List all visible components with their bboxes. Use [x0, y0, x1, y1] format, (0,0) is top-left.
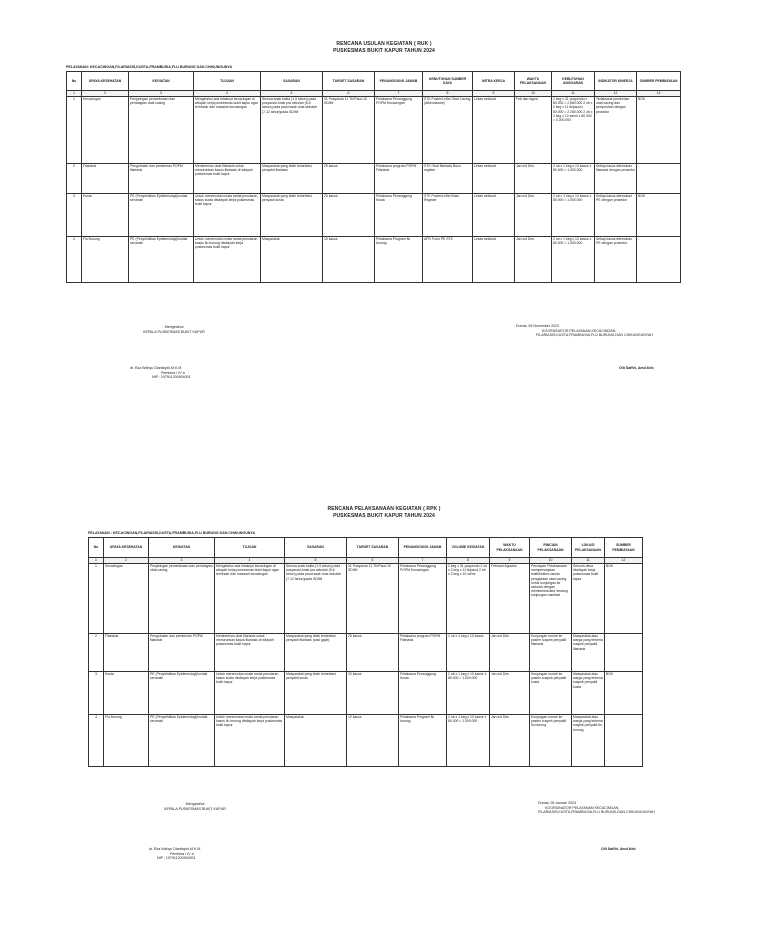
ruk-table-cell: Jan s/d Des	[515, 164, 552, 194]
ruk-table-row	[67, 97, 681, 164]
ruk-table-cell: 20 kasus	[323, 194, 375, 237]
rpk-header-row	[89, 538, 643, 558]
ruk-table-cell: BOK	[637, 194, 681, 237]
ruk-table-cell: Lintas sektoral	[473, 237, 515, 283]
ruk-header-cell: KEBUTUHAN ANGGARAN	[552, 72, 595, 91]
ruk-table-cell: Pengobatan dan pemberian POPM filariasis	[129, 164, 194, 194]
rpk-sign-right-date: Dumai, 05 Januari 2024	[538, 801, 577, 805]
ruk-sign-right-title1: KOORDINATOR PELAYANAN KECACINGAN,	[542, 328, 617, 333]
ruk-table-cell: 3	[67, 194, 82, 237]
rpk-sign-right-name: Olii Saffiri, Amd.Keb	[601, 847, 636, 851]
rpk-table-cell: Kunjungan rumah ke pasien suspek penyakit filariasis	[530, 634, 572, 672]
ruk-table-row	[67, 237, 681, 283]
rpk-table-cell: Pelaksana Penanggung Kusta	[399, 672, 447, 715]
rpk-table-cell: Untuk menemukan mata rantai penularan kasus flu burung diwilayah kerja puskesmas bukit kapur	[215, 715, 285, 767]
ruk-table-cell: Pelaksana Penanggung Kusta	[375, 194, 423, 237]
rpk-table-cell: Penjaringan pemeriksaan dan pembagian obat cacing	[149, 564, 215, 634]
rpk-table-cell: 2	[89, 634, 104, 672]
ruk-number-cell: 12	[595, 91, 637, 97]
ruk-header-cell: KEGIATAN	[129, 72, 194, 91]
rpk-table-cell: Masyarakat atau warga yang terkena suspek penyakit kusta	[572, 672, 605, 715]
ruk-header-cell: INDIKATOR KINERJA	[595, 72, 637, 91]
ruk-header-row	[67, 72, 681, 91]
rpk-sign-left-nip: NIP : 197911200904001	[157, 856, 196, 861]
ruk-table-cell: 2 ob x 1 keg x 10 kasus x 80.000 = 1.000.000	[552, 164, 595, 194]
ruk-number-cell: 8	[423, 91, 473, 97]
ruk-sign-right	[516, 324, 676, 338]
ruk-table-cell: BOK	[637, 97, 681, 164]
ruk-number-cell: 13	[637, 91, 681, 97]
rpk-table-cell: Jan s/d Des	[490, 634, 530, 672]
rpk-header-cell: PENANGGUNG JAWAB	[399, 538, 447, 558]
rpk-number-cell: 5	[285, 558, 347, 564]
ruk-table-cell: 2	[67, 164, 82, 194]
ruk-sign-right-name: Olii Saffiri, Amd.Keb	[619, 366, 654, 370]
ruk-table-cell: -	[637, 237, 681, 283]
ruk-table-cell: Lintas sektoral	[473, 194, 515, 237]
rpk-table-cell: 2 ob x 1 keg x 10 kasus x 80.000 = 1.000.000	[447, 715, 490, 767]
ruk-table-cell: Filariasis	[82, 164, 129, 194]
rpk-table-cell: Masyarakat	[285, 715, 347, 767]
ruk-table-cell: Pelaksana program POPM Filariasis	[375, 164, 423, 194]
ruk-table-cell: PE (Penyelidikan Epidemiologi)kontak serumah	[129, 194, 194, 237]
rpk-header-cell: SUMBER PEMBIAYAAN	[605, 538, 643, 558]
rpk-number-cell: 7	[399, 558, 447, 564]
ruk-table-cell: PE (Penyelidikan Epidemiologi)kontak serumah	[129, 237, 194, 283]
ruk-number-cell: 1	[67, 91, 82, 97]
ruk-table-cell: Masyarakat	[261, 237, 323, 283]
rpk-sign-left-block	[149, 847, 289, 861]
rpk-program-label: PELAYANAN : KECACINGAN,FILARIASIS,KUSTA,FRAMBUSIA,FLU BURUNG DAN CHIKUNGUNYA	[88, 531, 256, 535]
rpk-table-cell: 20 kasus	[347, 672, 399, 715]
ruk-header-cell: MITRA KERJA	[473, 72, 515, 91]
rpk-table-cell: 4	[89, 715, 104, 767]
rpk-number-cell: 4	[215, 558, 285, 564]
ruk-table-cell: 31 Posyandu 11 TK/Paud 10 SD/MI	[323, 97, 375, 164]
ruk-title-line1: RENCANA USULAN KEGIATAN ( RUK )	[336, 41, 432, 47]
rpk-table	[88, 537, 643, 767]
rpk-table-cell: PE (Penyelidikan Epidemiologi)kontak serumah	[149, 715, 215, 767]
rpk-table-row	[89, 564, 643, 634]
rpk-table-cell: Mengetahui ada tidaknya kecacingan di wilayah kerja puskesmas bukit kapur agar terhindar dari masalah kecacingan	[215, 564, 285, 634]
rpk-table-cell: PE (Penyelidikan Epidemiologi)kontak serumah	[149, 672, 215, 715]
ruk-table-row	[67, 194, 681, 237]
ruk-table-cell: Kusta	[82, 194, 129, 237]
rpk-number-cell: 12	[605, 558, 643, 564]
ruk-number-cell: 6	[323, 91, 375, 97]
rpk-table-cell: Memberikan obat filariasis untuk menurunkan kasus filariasis di wilayah puskesmas bukit kapur	[215, 634, 285, 672]
ruk-table-cell: Setiap kasus ditemukan PE dengan prosedur	[595, 194, 637, 237]
ruk-header-cell: No	[67, 72, 82, 91]
rpk-sign-left-label: Mengetahui	[185, 802, 205, 806]
ruk-table-cell: 2 keg x 31 pospendu x 80.000 = 2.880.000 2 ob x 2 keg x 11 tk/paud x 80.000 = 2.280.000 2 ob x 2 keg x 10 sd/mi x 80.000 = 4.000.000	[552, 97, 595, 164]
rpk-table-cell: 2 ob x 1 keg x 10 kasus x 80.000 = 1.000.000	[447, 672, 490, 715]
rpk-table-cell: Flu Burung	[104, 715, 149, 767]
rpk-table-cell: 25 kasus	[347, 634, 399, 672]
rpk-table-row	[89, 715, 643, 767]
ruk-header-cell: TARGET SASARAN	[323, 72, 375, 91]
rpk-title	[0, 506, 768, 519]
ruk-number-cell: 3	[129, 91, 194, 97]
rpk-table-cell: Kunjungan rumah ke pasien suspek penyakit kusta	[530, 672, 572, 715]
rpk-sign-left-name: dr. Eka Wahyu Diantiopik,M.K.M	[149, 847, 201, 851]
ruk-table-cell: Flu Burung	[82, 237, 129, 283]
ruk-header-cell: SUMBER PEMBIAYAAN	[637, 72, 681, 91]
rpk-number-cell: 10	[530, 558, 572, 564]
ruk-sign-left-name: dr. Eka Wahyu Diantiopik,M.K.M	[130, 366, 182, 370]
rpk-number-cell: 9	[490, 558, 530, 564]
ruk-table	[66, 71, 681, 283]
rpk-table-cell: Masyarakat yang telah terdeteksi penyakit filariasis (sasi gapit)	[285, 634, 347, 672]
rpk-table-row	[89, 634, 643, 672]
rpk-header-cell: VOLUME KEGIATAN	[447, 538, 490, 558]
rpk-header-cell: RINCIAN PELAKSANAAN	[530, 538, 572, 558]
rpk-header-cell: WAKTU PELAKSANAAN	[490, 538, 530, 558]
ruk-sign-right-date: Dumai, 05 November 2023	[516, 324, 559, 328]
ruk-header-cell: TUJUAN	[194, 72, 261, 91]
ruk-table-cell: 10 kasus	[323, 237, 375, 283]
ruk-header-cell: UPAYA KESEHATAN	[82, 72, 129, 91]
rpk-table-cell: Februari Agustus	[490, 564, 530, 634]
ruk-table-cell: Kecacingan	[82, 97, 129, 164]
ruk-table-cell: Lintas sektoral	[473, 97, 515, 164]
ruk-sign-left-rank: Pembina / IV a	[161, 370, 185, 375]
ruk-table-cell: Mengetahui ada tidaknya kecacingan di wilayah kerja puskesmas bukit kapur agar terhindar dari masalah kecacingan	[194, 97, 261, 164]
ruk-table-cell: 2 ob x 1 keg x 10 kasus x 80.000 = 1.000.000	[552, 237, 595, 283]
rpk-table-cell: 3	[89, 672, 104, 715]
ruk-title	[0, 41, 768, 54]
rpk-sign-left-title: KEPALA PUSKESMAS BUKIT KAPUR	[164, 806, 226, 811]
ruk-number-cell: 7	[375, 91, 423, 97]
rpk-table-cell: BOK	[605, 672, 643, 715]
ruk-table-cell: 1	[67, 97, 82, 164]
rpk-sign-right-title1: KOORDINATOR PELAYANAN KECACINGAN,	[545, 805, 620, 810]
rpk-header-cell: TARGET SASARAN	[347, 538, 399, 558]
rpk-table-cell: Untuk menemukan mata rantai penularan kasus kusta diwilayah kerja puskesmas bukit kapur	[215, 672, 285, 715]
ruk-table-cell: 25 kasus	[323, 164, 375, 194]
rpk-table-cell: Semua anak balita (1-5 tahun) pada posyandu Anak pra sekolah (5-6 tahun) pada paud asak Usia sekolah (7-12 tahun)pada SD/MI	[285, 564, 347, 634]
rpk-table-cell: Filariasis	[104, 634, 149, 672]
rpk-table-cell: Pengobatan dan pemberian POPM filariasis	[149, 634, 215, 672]
ruk-table-cell: Setiap kasus ditemukan filariasis dengan prosedur	[595, 164, 637, 194]
rpk-header-cell: TUJUAN	[215, 538, 285, 558]
rpk-table-cell: Masyarakat atau warga yang terkena suspek penyakit flu burung	[572, 715, 605, 767]
ruk-header-cell: KEBUTUHAN SUMBER DAYA	[423, 72, 473, 91]
ruk-number-cell: 10	[515, 91, 552, 97]
rpk-table-cell: Pelaksana Program flu burung	[399, 715, 447, 767]
rpk-table-cell: Masyarakat atau warga yang terkena suspek penyakit filariasis	[572, 634, 605, 672]
ruk-table-cell: -	[637, 164, 681, 194]
rpk-table-cell: 2 ob x 1 keg x 10 kasus	[447, 634, 490, 672]
rpk-header-cell: KEGIATAN	[149, 538, 215, 558]
ruk-body	[67, 97, 681, 283]
ruk-table-cell: Masyarakat yang telah terdeteksi penyakit filariasis	[261, 164, 323, 194]
rpk-sign-right-title2: FILARIASIS,KUSTA,FRAMBUSIA,FLU BURUNG,DAN CHIKUNGUNYAH	[538, 810, 655, 815]
rpk-table-row	[89, 672, 643, 715]
ruk-table-cell: Untuk menemukan mata rantai penularan kasus flu burung diwilayah kerja puskesmas bukit kapur	[194, 237, 261, 283]
ruk-sign-left	[119, 325, 229, 334]
ruk-number-cell: 2	[82, 91, 129, 97]
ruk-number-cell: 9	[473, 91, 515, 97]
ruk-number-cell: 11	[552, 91, 595, 97]
ruk-sign-left-label: Mengetahui	[164, 325, 184, 329]
rpk-table-cell: 1	[89, 564, 104, 634]
ruk-table-cell: Untuk menemukan mata rantai penularan kasus kusta diwilayah kerja puskesmas bukit kapur	[194, 194, 261, 237]
rpk-table-cell: 10 kasus	[347, 715, 399, 767]
ruk-table-cell: Pelaksana Penanggung POPM Kecacingan	[375, 97, 423, 164]
rpk-table-cell: Kusta	[104, 672, 149, 715]
rpk-number-cell: 3	[149, 558, 215, 564]
rpk-table-cell: BOK	[605, 564, 643, 634]
rpk-table-cell: Pelaksana Penanggung POPM Kecacingan	[399, 564, 447, 634]
rpk-header-cell: No	[89, 538, 104, 558]
rpk-table-cell: Pelaksana program POPM Filariasis	[399, 634, 447, 672]
rpk-table-cell: 31 Posyandu 11 TK/Paud 10 SD/MI	[347, 564, 399, 634]
rpk-number-cell: 2	[104, 558, 149, 564]
ruk-sign-left-nip: NIP : 197911200904001	[152, 375, 191, 380]
rpk-table-cell: Seluruh desa diwilayah kerja puskesmas bukit kapur	[572, 564, 605, 634]
rpk-header-cell: SASARAN	[285, 538, 347, 558]
rpk-sign-right	[538, 801, 698, 815]
rpk-table-cell: Kecacingan	[104, 564, 149, 634]
ruk-table-cell: 4	[67, 237, 82, 283]
rpk-table-cell: Persiapan Pelaksanaan mempersiapkan leaflet/stiker,usulan pengadaan obat cacing untuk kunjungan ke sekolah dengan membentuk/atur tentang kunjungan manfaat	[530, 564, 572, 634]
ruk-sign-left-block	[130, 366, 270, 380]
ruk-table-cell: STK Poster/Leflet Buku Register	[423, 194, 473, 237]
ruk-table-cell: Jan s/d Des	[515, 194, 552, 237]
rpk-number-cell: 6	[347, 558, 399, 564]
ruk-sign-right-title2: FILARIASIS,KUSTA,FRAMBUSIA,FLU BURUNG,DAN CHIKUNGUNYAH	[536, 333, 653, 338]
ruk-table-cell: Setiap kasus ditemukan PE dengan prosedur	[595, 237, 637, 283]
ruk-number-cell: 5	[261, 91, 323, 97]
rpk-table-cell: Jan s/d Des	[490, 715, 530, 767]
ruk-sign-left-title: KEPALA PUSKESMAS BUKIT KAPUR	[143, 329, 205, 334]
ruk-table-cell: Memberikan obat filariasis untuk menurunkan kasus filariasis di wilayah puskesmas bukit kapur	[194, 164, 261, 194]
ruk-table-cell: APD Form PE STK	[423, 237, 473, 283]
ruk-table-cell: Terlaksana pemberian obat cacing dan penyuluhan dengan prosedur	[595, 97, 637, 164]
ruk-header-cell: PENANGGUNG JAWAB	[375, 72, 423, 91]
rpk-number-cell: 8	[447, 558, 490, 564]
ruk-table-cell: Pelaksana Program flu burung	[375, 237, 423, 283]
rpk-header-cell: UPAYA KESEHATAN	[104, 538, 149, 558]
ruk-program-label: PELAYANAN: KECACINGAN,FILARIASIS,KUSTA,FRAMBUSIA,FLU BURUNG DAN CHIKUNGUNYA	[66, 65, 233, 69]
ruk-table-cell: 2 ob x 1 keg x 10 kasus x 80.000 = 1.000.000	[552, 194, 595, 237]
rpk-title-line2: PUSKESMAS BUKIT KAPUR TAHUN 2024	[333, 512, 435, 519]
ruk-table-cell: Masyarakat yang telah terdeteksi penyakit kusta	[261, 194, 323, 237]
ruk-table-cell: STK Obat filariasis Buku register	[423, 164, 473, 194]
rpk-body	[89, 564, 643, 767]
rpk-table-cell: Jan s/d Des	[490, 672, 530, 715]
ruk-table-cell: Semua anak balita (1-5 tahun) pada posyandu Anak pra sekolah (5-6 tahun) pada paud asak Usia sekolah (7-12 tahun)pada SD/MI	[261, 97, 323, 164]
ruk-header-cell: SASARAN	[261, 72, 323, 91]
rpk-table-cell: Masyarakat yang telah terdeteksi penyakit kusta	[285, 672, 347, 715]
rpk-table-cell: -	[605, 634, 643, 672]
rpk-header-cell: LOKASI PELAKSANAAN	[572, 538, 605, 558]
ruk-title-line2: PUSKESMAS BUKIT KAPUR TAHUN 2024	[333, 47, 435, 54]
rpk-title-line1: RENCANA PELAKSANAAN KEGIATAN ( RPK )	[327, 506, 441, 512]
ruk-number-cell: 4	[194, 91, 261, 97]
rpk-table-cell: Kunjungan rumah ke pasien suspek penyakit flu burung	[530, 715, 572, 767]
ruk-table-cell: Lintas sektoral	[473, 164, 515, 194]
rpk-number-cell: 11	[572, 558, 605, 564]
rpk-sign-left-rank: Pembina / IV a	[170, 851, 194, 856]
rpk-sign-left	[140, 802, 250, 811]
rpk-table-cell: 2 keg x 31 pospendu 2 ob x 2 keg x 11 tk/paud 2 ob x 2 keg x 10 sd/mi	[447, 564, 490, 634]
ruk-table-row	[67, 164, 681, 194]
ruk-header-cell: WAKTU PELAKSANAAN	[515, 72, 552, 91]
ruk-table-cell: Feb dan Agust	[515, 97, 552, 164]
ruk-table-cell: STK Poster/Leflet Obat Cacing (Albendazole)	[423, 97, 473, 164]
ruk-table-cell: Penjaringan pemeriksaan dan pembagian obat cacing	[129, 97, 194, 164]
ruk-table-cell: Jan s/d Des	[515, 237, 552, 283]
rpk-number-cell: 1	[89, 558, 104, 564]
rpk-table-cell: -	[605, 715, 643, 767]
